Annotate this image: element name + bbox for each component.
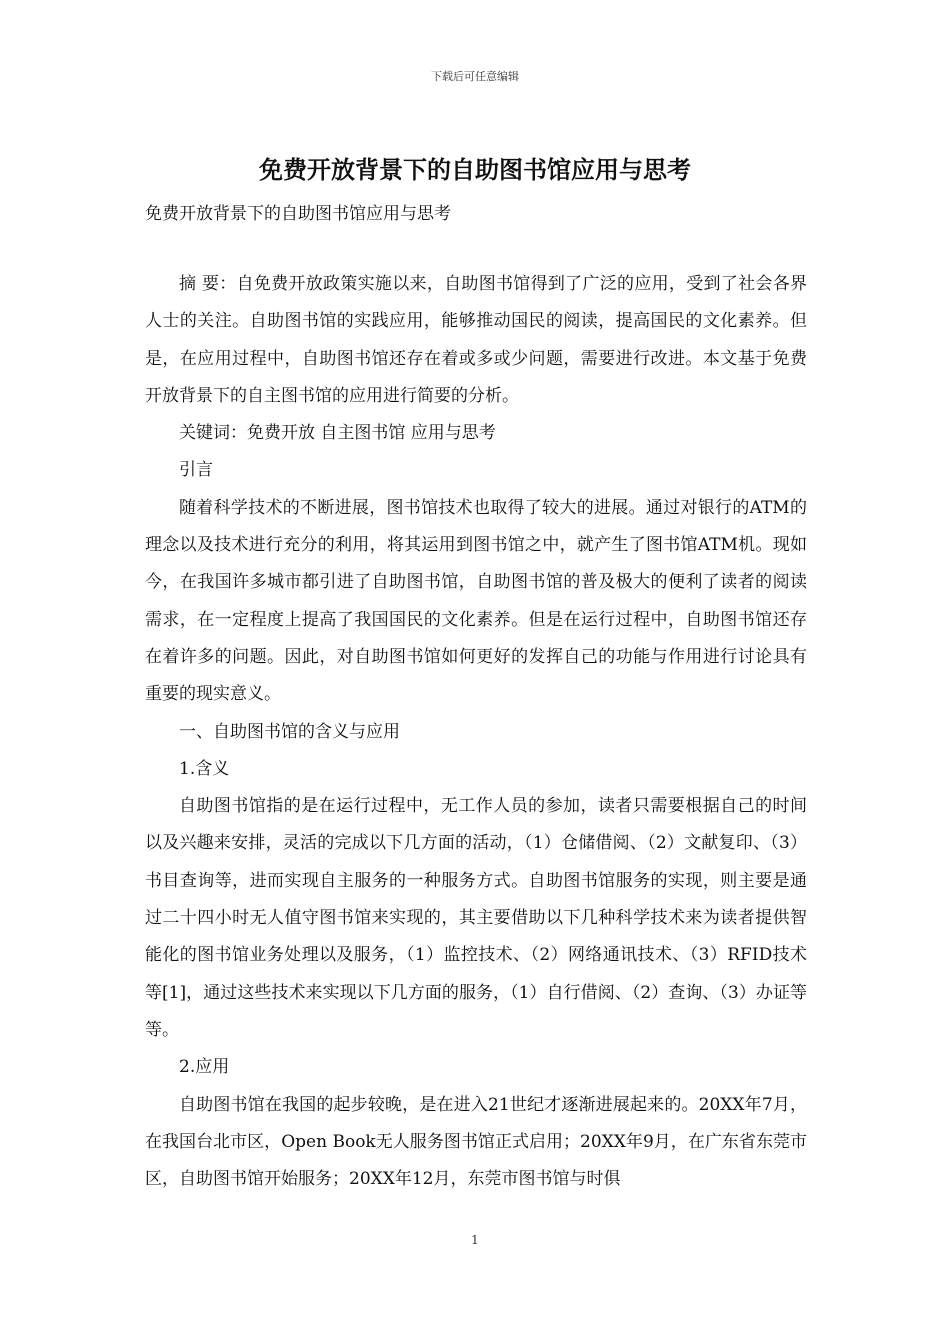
document-body	[145, 266, 807, 1198]
document-title: 免费开放背景下的自助图书馆应用与思考	[259, 155, 691, 184]
header-note: 下载后可任意编辑	[431, 70, 519, 83]
document-subtitle: 免费开放背景下的自助图书馆应用与思考	[145, 204, 451, 224]
page-number: 1	[471, 1233, 479, 1247]
subsection-heading-meaning: 1.含义	[179, 758, 230, 779]
keywords-paragraph: 关键词：免费开放 自主图书馆 应用与思考	[179, 423, 496, 444]
meaning-paragraph: 自助图书馆指的是在运行过程中，无工作人员的参加，读者只需要根据自己的时间以及兴趣来安排，灵活的完成以下几方面的活动，（1）仓储借阅、（2）文献复印、（3）书目查询等，进而实现自主服务的一种服务方式。自助图书馆服务的实现，则主要是通过二十四小时无人值守图书馆来实现的，其主要借助以下几种科学技术来为读者提供智能化的图书馆业务处理以及服务，（1）监控技术、（2）网络通讯技术、（3）RFID技术等[1]，通过这些技术来实现以下几方面的服务，（1）自行借阅、（2）查询、（3）办证等等。	[145, 796, 807, 1040]
application-paragraph: 自助图书馆在我国的起步较晚，是在进入21世纪才逐渐进展起来的。20XX年7月，在我国台北市区，Open Book无人服务图书馆正式启用；20XX年9月，在广东省东莞市区，自助图书馆开始服务；20XX年12月，东莞市图书馆与时俱	[145, 1094, 807, 1190]
subsection-heading-application: 2.应用	[179, 1057, 230, 1078]
abstract-paragraph: 摘 要：自免费开放政策实施以来，自助图书馆得到了广泛的应用，受到了社会各界人士的关注。自助图书馆的实践应用，能够推动国民的阅读，提高国民的文化素养。但是，在应用过程中，自助图书馆还存在着或多或少问题，需要进行改进。本文基于免费开放背景下的自主图书馆的应用进行简要的分析。	[145, 274, 807, 406]
introduction-heading: 引言	[179, 460, 213, 481]
section-heading: 一、自助图书馆的含义与应用	[179, 721, 400, 742]
introduction-paragraph: 随着科学技术的不断进展，图书馆技术也取得了较大的进展。通过对银行的ATM的理念以及技术进行充分的利用，将其运用到图书馆之中，就产生了图书馆ATM机。现如今，在我国许多城市都引进了自助图书馆，自助图书馆的普及极大的便利了读者的阅读需求，在一定程度上提高了我国国民的文化素养。但是在运行过程中，自助图书馆还存在着许多的问题。因此，对自助图书馆如何更好的发挥自己的功能与作用进行讨论具有重要的现实意义。	[145, 497, 807, 705]
